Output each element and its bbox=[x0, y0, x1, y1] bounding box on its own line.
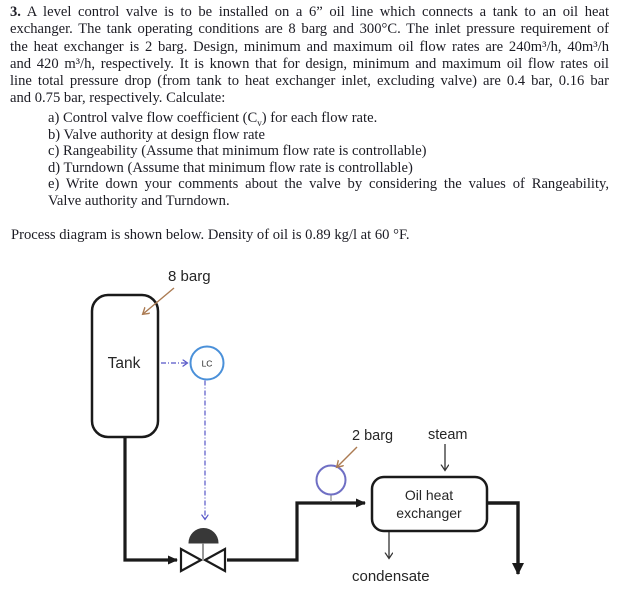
steam-label: steam bbox=[428, 427, 468, 443]
question-number: 3. bbox=[10, 4, 21, 20]
paragraph-line: the heat exchanger is 2 barg. Design, minimum and maximum oil flow rates are 240m³/h, 40m³/h bbox=[10, 38, 609, 55]
hx-pressure-annotation-arrow bbox=[337, 447, 357, 467]
pipe-tank-to-valve bbox=[125, 437, 177, 560]
item-b: b) Valve authority at design flow rate bbox=[48, 126, 265, 143]
paragraph-text: A level control valve is to be installed on a 6” oil line which connects a tank to an oil heat bbox=[26, 4, 610, 20]
cv-subscript: v bbox=[257, 117, 262, 128]
tank-pressure-label: 8 barg bbox=[168, 268, 211, 285]
item-d: d) Turndown (Assume that minimum flow rate is controllable) bbox=[48, 159, 413, 176]
heat-exchanger-label-line1: Oil heat bbox=[404, 487, 454, 503]
item-a: a) Control valve flow coefficient $(C_v)$ for each flow rate. bbox=[48, 110, 378, 128]
paragraph-line: exchanger. The tank operating conditions are 8 barg and 300°C. The inlet pressure requirement of bbox=[10, 21, 609, 38]
pipe-valve-to-exchanger bbox=[227, 503, 365, 560]
pressure-gauge-circle bbox=[317, 466, 346, 495]
valve-body-right bbox=[205, 549, 225, 571]
valve-actuator-dome bbox=[189, 529, 218, 544]
paragraph-line: line total pressure drop (from tank to heat exchanger inlet, excluding valve) are 0.4 bar, 0.16 bar bbox=[10, 73, 609, 90]
process-diagram-note: Process diagram is shown below. Density of oil is 0.89 kg/l at 60 °F. bbox=[11, 227, 410, 243]
item-e-line2: Valve authority and Turndown. bbox=[48, 192, 230, 209]
paragraph-line: and 0.75 bar, respectively. Calculate: bbox=[10, 90, 226, 107]
tank-label: Tank bbox=[107, 355, 141, 372]
heat-exchanger-label-line2: exchanger bbox=[396, 505, 462, 521]
item-c: c) Rangeability (Assume that minimum flow rate is controllable) bbox=[48, 143, 427, 160]
heat-exchanger-box bbox=[372, 477, 487, 531]
condensate-label: condensate bbox=[352, 568, 430, 585]
pipe-exchanger-outlet bbox=[487, 503, 518, 574]
item-e-line1: e) Write down your comments about the valve by considering the values of Rangeability, bbox=[48, 176, 609, 193]
valve-body-left bbox=[181, 549, 201, 571]
paragraph-line: and 420 m³/h, respectively. It is known that for design, minimum and maximum oil flow rates oil bbox=[10, 55, 609, 72]
hx-pressure-label: 2 barg bbox=[352, 428, 394, 444]
level-controller-label: LC bbox=[201, 358, 213, 369]
